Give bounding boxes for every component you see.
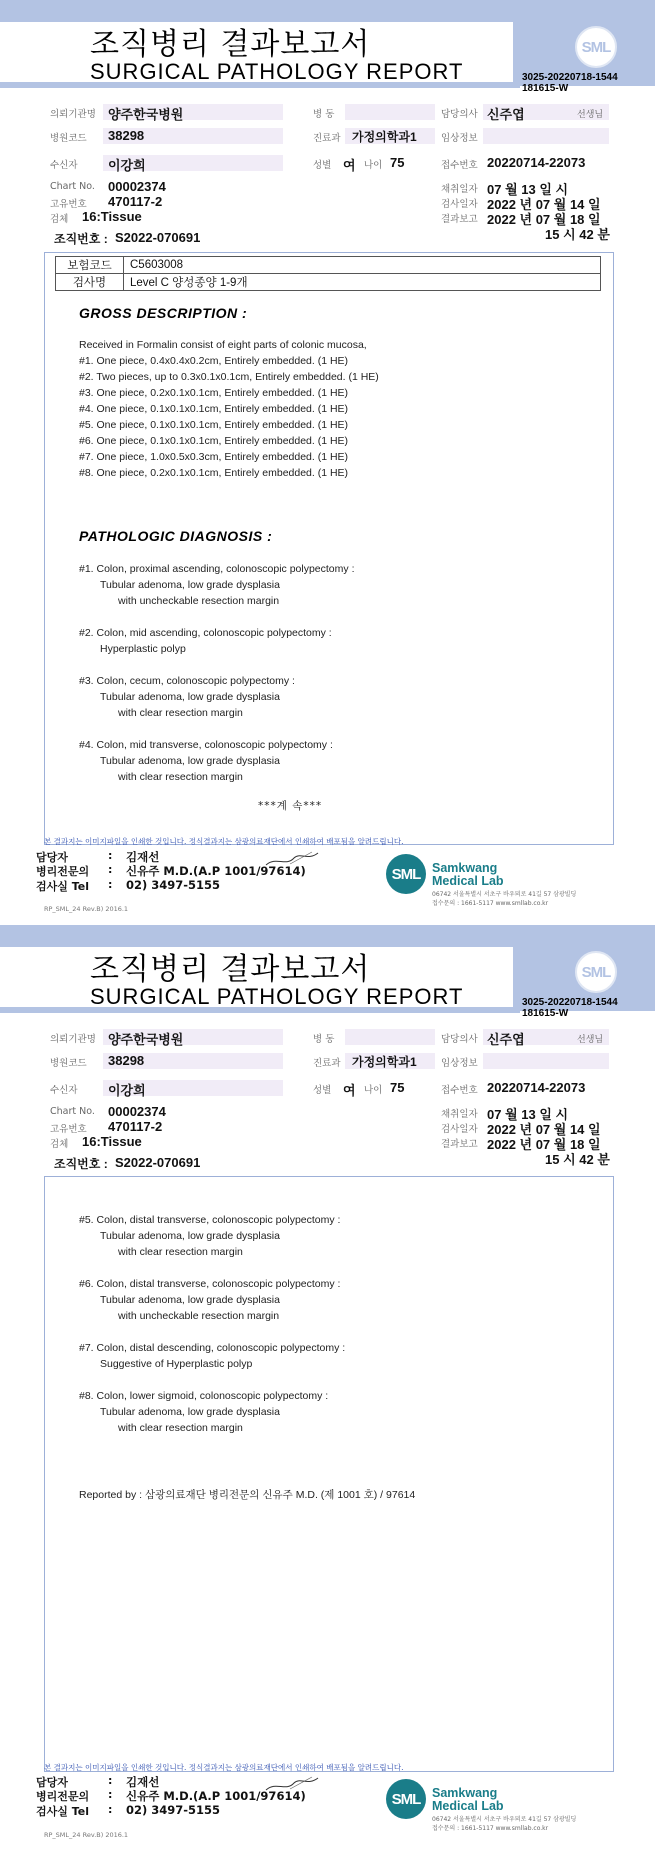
diagnosis-head: #7. Colon, distal descending, colonoscopic polypectomy :: [79, 1342, 346, 1354]
report-date: 2022 년 07 월 18 일: [487, 212, 601, 227]
lab-address: 06742 서울특별시 서초구 바우뫼로 41길 57 삼광빌딩: [432, 891, 577, 898]
dept-name: 가정의학과1: [352, 1055, 417, 1069]
age-label: 나이: [364, 160, 383, 171]
hospital-label: 의뢰기관명: [50, 109, 96, 120]
lab-contact: 접수문의 : 1661-5117 www.smllab.co.kr: [432, 900, 549, 907]
doctor-name: 신주엽: [487, 1032, 525, 1047]
path-no-label: 조직번호 :: [54, 232, 108, 246]
gross-line: #7. One piece, 1.0x0.5x0.3cm, Entirely embedded. (1 HE): [79, 451, 349, 463]
hospital-name: 양주한국병원: [108, 1032, 184, 1047]
diagnosis-line: Tubular adenoma, low grade dysplasia: [100, 579, 280, 591]
reported-by: Reported by : 삼광의료재단 병리전문의 신유주 M.D. (제 1001 호) / 97614: [79, 1489, 416, 1501]
collect-label: 채취일자: [441, 184, 478, 195]
diagnosis-line: with clear resection margin: [118, 771, 243, 783]
clinical-label: 임상정보: [441, 133, 478, 144]
report-label: 결과보고: [441, 214, 478, 225]
insurance-table: [55, 256, 601, 291]
diagnosis-line: with clear resection margin: [118, 707, 243, 719]
clinical-label: 임상정보: [441, 1058, 478, 1069]
report-time: 15 시 42 분: [545, 227, 610, 242]
signature-image: [262, 1773, 322, 1795]
pathologist-label: 병리전문의: [36, 865, 90, 878]
lab-name-line1: Samkwang: [432, 861, 498, 875]
dept-name: 가정의학과1: [352, 130, 417, 144]
receipt-no: 20220714-22073: [487, 1080, 586, 1095]
tel-label: 검사실 Tel: [36, 880, 89, 893]
staff-name: 김재선: [126, 850, 160, 864]
lab-address: 06742 서울특별시 서초구 바우뫼로 41길 57 삼광빌딩: [432, 1816, 577, 1823]
report-time: 15 시 42 분: [545, 1152, 610, 1167]
age-label: 나이: [364, 1085, 383, 1096]
pathologic-diagnosis-title: PATHOLOGIC DIAGNOSIS :: [79, 528, 273, 544]
gross-description-title: GROSS DESCRIPTION :: [79, 305, 248, 321]
hospital-code: 38298: [108, 128, 145, 143]
dept-label: 진료과: [313, 1058, 341, 1069]
exam-label: 검사일자: [441, 199, 478, 210]
specimen-value: 16:Tissue: [82, 209, 142, 224]
sml-logo: SML: [575, 951, 617, 993]
colon: :: [108, 863, 113, 876]
doctor-suffix: 선생님: [577, 1035, 604, 1045]
recipient-name: 이강희: [108, 158, 146, 173]
diagnosis-line: with uncheckable resection margin: [118, 595, 280, 607]
sml-logo: SML: [575, 26, 617, 68]
hospital-code-label: 병원코드: [50, 133, 87, 144]
report-date: 2022 년 07 월 18 일: [487, 1137, 601, 1152]
report-label: 결과보고: [441, 1139, 478, 1150]
lab-contact: 접수문의 : 1661-5117 www.smllab.co.kr: [432, 1825, 549, 1832]
chart-label: Chart No.: [50, 181, 95, 192]
print-notice: 본 결과지는 이미지파일을 인쇄한 것입니다. 정식결과지는 삼광의료재단에서 인쇄하여 배포됨을 알려드립니다.: [44, 837, 404, 846]
report-title-korean: 조직병리 결과보고서: [90, 27, 371, 62]
gross-line: #1. One piece, 0.4x0.4x0.2cm, Entirely embedded. (1 HE): [79, 355, 349, 367]
unique-label: 고유번호: [50, 1124, 87, 1135]
diagnosis-head: #8. Colon, lower sigmoid, colonoscopic polypectomy :: [79, 1390, 329, 1402]
specimen-label: 검체: [50, 1139, 69, 1150]
continued-mark: ***계 속***: [258, 800, 323, 812]
collect-date: 07 월 13 일 시: [487, 182, 569, 197]
hospital-code-label: 병원코드: [50, 1058, 87, 1069]
chart-label: Chart No.: [50, 1106, 95, 1117]
exam-date: 2022 년 07 월 14 일: [487, 197, 601, 212]
report-title-korean: 조직병리 결과보고서: [90, 952, 371, 987]
pathologist-name: 신유주 M.D.(A.P 1001/97614): [126, 1789, 306, 1803]
pathologist-label: 병리전문의: [36, 1790, 90, 1803]
hospital-label: 의뢰기관명: [50, 1034, 96, 1045]
collect-date: 07 월 13 일 시: [487, 1107, 569, 1122]
specimen-value: 16:Tissue: [82, 1134, 142, 1149]
colon: :: [108, 878, 113, 891]
chart-no: 00002374: [108, 1104, 166, 1119]
diagnosis-line: Tubular adenoma, low grade dysplasia: [100, 1230, 280, 1242]
report-title-english: SURGICAL PATHOLOGY REPORT: [90, 59, 464, 84]
gross-line: #4. One piece, 0.1x0.1x0.1cm, Entirely embedded. (1 HE): [79, 403, 349, 415]
samkwang-logo-icon: SML: [386, 1779, 426, 1819]
receipt-no: 20220714-22073: [487, 155, 586, 170]
diagnosis-line: with uncheckable resection margin: [118, 1310, 280, 1322]
doctor-label: 담당의사: [441, 1034, 478, 1045]
tel-value: 02) 3497-5155: [126, 878, 221, 892]
staff-name: 김재선: [126, 1775, 160, 1789]
diagnosis-line: Tubular adenoma, low grade dysplasia: [100, 1294, 280, 1306]
doctor-label: 담당의사: [441, 109, 478, 120]
insurance-code-label: 보험코드: [56, 257, 124, 274]
diagnosis-line: with clear resection margin: [118, 1246, 243, 1258]
sex-label: 성별: [313, 1085, 332, 1096]
diagnosis-head: #4. Colon, mid transverse, colonoscopic polypectomy :: [79, 739, 333, 751]
lab-name-line2: Medical Lab: [432, 874, 504, 888]
recipient-label: 수신자: [50, 160, 78, 171]
diagnosis-line: Hyperplastic polyp: [100, 643, 186, 655]
hospital-name: 양주한국병원: [108, 107, 184, 122]
hospital-code: 38298: [108, 1053, 145, 1068]
form-revision: RP_SML_24 Rev.B) 2016.1: [44, 1831, 129, 1839]
report-content-box-2: [44, 1176, 614, 1772]
form-revision: RP_SML_24 Rev.B) 2016.1: [44, 905, 129, 913]
tel-label: 검사실 Tel: [36, 1805, 89, 1818]
gross-line: #8. One piece, 0.2x0.1x0.1cm, Entirely embedded. (1 HE): [79, 467, 349, 479]
diagnosis-line: Tubular adenoma, low grade dysplasia: [100, 691, 280, 703]
receipt-no-label: 접수번호: [441, 1085, 478, 1096]
path-no: S2022-070691: [115, 1155, 201, 1170]
exam-date: 2022 년 07 월 14 일: [487, 1122, 601, 1137]
samkwang-logo-icon: SML: [386, 854, 426, 894]
gross-line: #6. One piece, 0.1x0.1x0.1cm, Entirely embedded. (1 HE): [79, 435, 349, 447]
dept-label: 진료과: [313, 133, 341, 144]
insurance-code: C5603008: [124, 257, 601, 274]
diagnosis-head: #2. Colon, mid ascending, colonoscopic polypectomy :: [79, 627, 332, 639]
gross-line: #3. One piece, 0.2x0.1x0.1cm, Entirely embedded. (1 HE): [79, 387, 349, 399]
unique-no: 470117-2: [108, 194, 163, 209]
colon: :: [108, 1803, 113, 1816]
path-no: S2022-070691: [115, 230, 201, 245]
chart-no: 00002374: [108, 179, 166, 194]
diagnosis-line: Suggestive of Hyperplastic polyp: [100, 1358, 253, 1370]
ward-label: 병 동: [313, 1034, 335, 1045]
colon: :: [108, 849, 113, 862]
tel-value: 02) 3497-5155: [126, 1803, 221, 1817]
sex-value: 여: [343, 158, 356, 173]
collect-label: 채취일자: [441, 1109, 478, 1120]
print-notice: 본 결과지는 이미지파일을 인쇄한 것입니다. 정식결과지는 삼광의료재단에서 인쇄하여 배포됨을 알려드립니다.: [44, 1763, 404, 1772]
unique-label: 고유번호: [50, 199, 87, 210]
diagnosis-line: Tubular adenoma, low grade dysplasia: [100, 1406, 280, 1418]
gross-line: #5. One piece, 0.1x0.1x0.1cm, Entirely embedded. (1 HE): [79, 419, 349, 431]
gross-line: #2. Two pieces, up to 0.3x0.1x0.1cm, Entirely embedded. (1 HE): [79, 371, 379, 383]
path-no-label: 조직번호 :: [54, 1157, 108, 1171]
diagnosis-line: with clear resection margin: [118, 1422, 243, 1434]
recipient-name: 이강희: [108, 1083, 146, 1098]
doctor-name: 신주엽: [487, 107, 525, 122]
diagnosis-head: #3. Colon, cecum, colonoscopic polypectomy :: [79, 675, 295, 687]
exam-label: 검사일자: [441, 1124, 478, 1135]
diagnosis-head: #6. Colon, distal transverse, colonoscopic polypectomy :: [79, 1278, 341, 1290]
report-id: 3025-20220718-1544 181615-W: [522, 997, 618, 1019]
report-title-english: SURGICAL PATHOLOGY REPORT: [90, 984, 464, 1009]
diagnosis-head: #5. Colon, distal transverse, colonoscopic polypectomy :: [79, 1214, 341, 1226]
signature-image: [262, 848, 322, 870]
age-value: 75: [390, 155, 405, 170]
staff-label: 담당자: [36, 1776, 68, 1789]
doctor-suffix: 선생님: [577, 110, 604, 120]
sex-value: 여: [343, 1083, 356, 1098]
test-name-label: 검사명: [56, 274, 124, 291]
recipient-label: 수신자: [50, 1085, 78, 1096]
specimen-label: 검체: [50, 214, 69, 225]
diagnosis-head: #1. Colon, proximal ascending, colonoscopic polypectomy :: [79, 563, 355, 575]
staff-label: 담당자: [36, 851, 68, 864]
receipt-no-label: 접수번호: [441, 160, 478, 171]
report-id: 3025-20220718-1544 181615-W: [522, 72, 618, 94]
lab-name-line1: Samkwang: [432, 1786, 498, 1800]
diagnosis-line: Tubular adenoma, low grade dysplasia: [100, 755, 280, 767]
colon: :: [108, 1788, 113, 1801]
colon: :: [108, 1774, 113, 1787]
lab-name-line2: Medical Lab: [432, 1799, 504, 1813]
sex-label: 성별: [313, 160, 332, 171]
test-name: Level C 양성종양 1-9개: [124, 274, 601, 291]
age-value: 75: [390, 1080, 405, 1095]
gross-line: Received in Formalin consist of eight parts of colonic mucosa,: [79, 339, 367, 351]
pathologist-name: 신유주 M.D.(A.P 1001/97614): [126, 864, 306, 878]
unique-no: 470117-2: [108, 1119, 163, 1134]
ward-label: 병 동: [313, 109, 335, 120]
